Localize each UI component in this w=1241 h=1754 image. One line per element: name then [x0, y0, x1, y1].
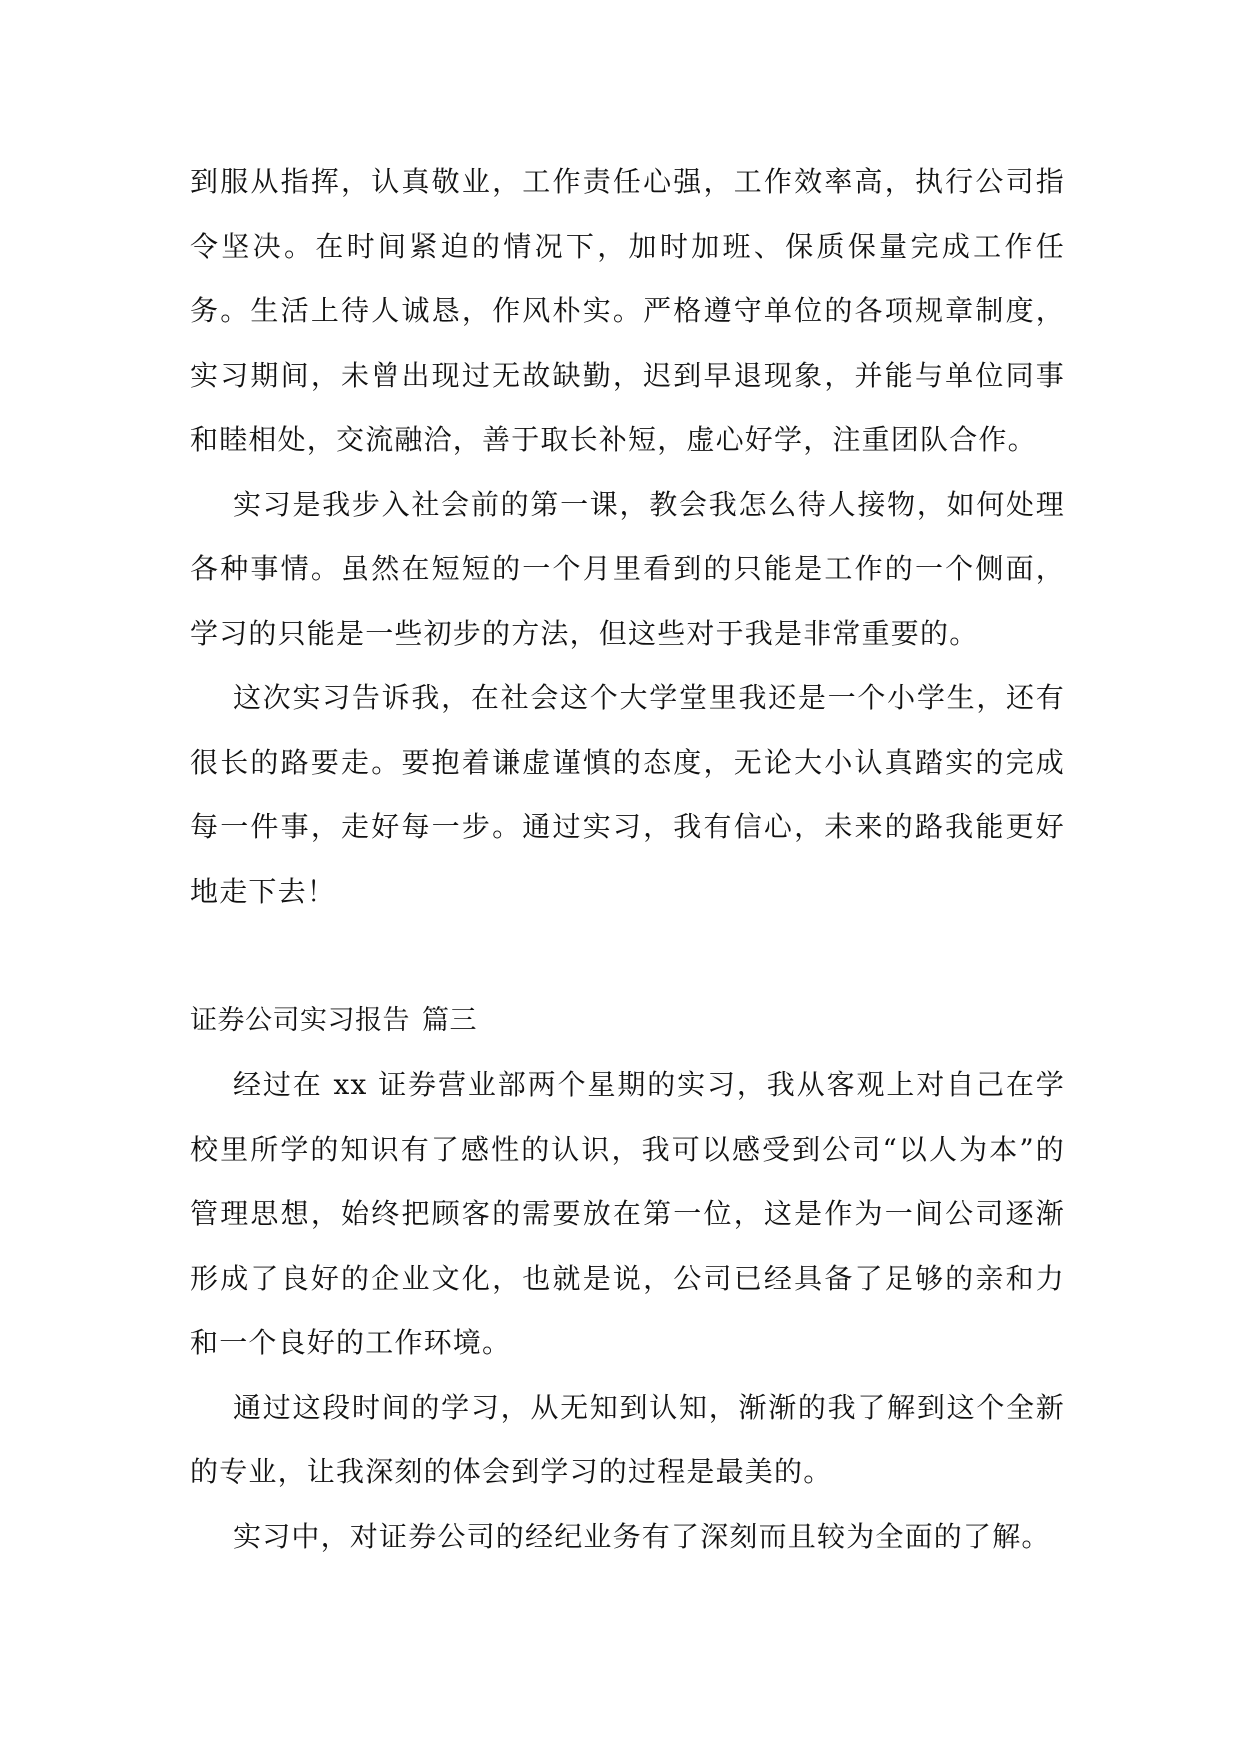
section-subtitle: 篇三 — [422, 1004, 477, 1036]
document-body — [190, 150, 1065, 1569]
paragraph-continuation: 到服从指挥，认真敬业，工作责任心强，工作效率高，执行公司指令坚决。在时间紧迫的情况下，加时加班、保质保量完成工作任务。生活上待人诚恳，作风朴实。严格遵守单位的各项规章制度，实习期间，未曾出现过无故缺勤，迟到早退现象，并能与单位同事和睦相处，交流融洽，善于取长补短，虚心好学，注重团队合作。 — [190, 165, 1065, 456]
paragraph-learning-process: 通过这段时间的学习，从无知到认知，渐渐的我了解到这个全新的专业，让我深刻的体会到学习的过程是最美的。 — [190, 1390, 1065, 1488]
paragraph-brokerage-business: 实习中，对证券公司的经纪业务有了深刻而且较为全面的了解。 — [233, 1519, 1051, 1553]
paragraph-internship-lesson: 这次实习告诉我，在社会这个大学堂里我还是一个小学生，还有很长的路要走。要抱着谦虚谨慎的态度，无论大小认真踏实的完成每一件事，走好每一步。通过实习，我有信心，未来的路我能更好地走下去！ — [190, 681, 1065, 908]
section-title: 证券公司实习报告 — [190, 1004, 410, 1036]
section-heading — [190, 989, 1065, 1054]
paragraph-internship-first-lesson: 实习是我步入社会前的第一课，教会我怎么待人接物，如何处理各种事情。虽然在短短的一个月里看到的只能是工作的一个侧面，学习的只能是一些初步的方法，但这些对于我是非常重要的。 — [190, 487, 1065, 650]
paragraph-securities-internship: 经过在 xx 证券营业部两个星期的实习，我从客观上对自己在学校里所学的知识有了感性的认识，我可以感受到公司“以人为本”的管理思想，始终把顾客的需要放在第一位，这是作为一间公司逐渐形成了良好的企业文化，也就是说，公司已经具备了足够的亲和力和一个良好的工作环境。 — [190, 1068, 1065, 1359]
